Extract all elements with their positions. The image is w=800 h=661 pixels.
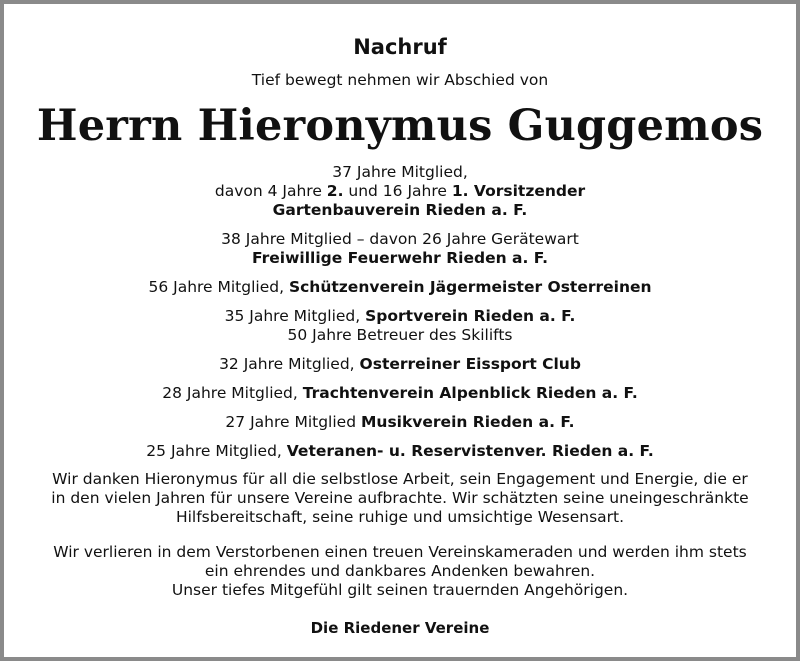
paragraph-line: Hilfsbereitschaft, seine ruhige und umsichtige Wesensart. xyxy=(175,508,625,526)
membership-text: davon 4 Jahre xyxy=(214,182,327,200)
membership-line xyxy=(4,182,796,201)
membership-text: und 16 Jahre xyxy=(343,182,452,200)
membership-text: 25 Jahre Mitglied, xyxy=(146,442,287,460)
membership-schuetzenverein xyxy=(4,278,796,297)
notice-title: Nachruf xyxy=(353,35,447,59)
membership-veteranen xyxy=(4,442,796,461)
signature: Die Riedener Vereine xyxy=(310,619,490,637)
paragraph-line: ein ehrendes und dankbares Andenken bewahren. xyxy=(204,562,596,580)
membership-line: 38 Jahre Mitglied – davon 26 Jahre Gerätewart xyxy=(221,230,579,248)
membership-line xyxy=(4,307,796,326)
membership-trachtenverein xyxy=(4,384,796,403)
membership-line: 50 Jahre Betreuer des Skilifts xyxy=(287,326,513,344)
club-name: Trachtenverein Alpenblick Rieden a. F. xyxy=(302,384,638,402)
membership-feuerwehr xyxy=(4,230,796,268)
club-name: Sportverein Rieden a. F. xyxy=(365,307,576,325)
membership-gartenbauverein xyxy=(4,163,796,220)
membership-emphasis: 1. Vorsitzender xyxy=(451,182,586,200)
club-name: Freiwillige Feuerwehr Rieden a. F. xyxy=(252,249,548,267)
membership-text: 56 Jahre Mitglied, xyxy=(148,278,289,296)
club-name: Gartenbauverein Rieden a. F. xyxy=(272,201,528,219)
paragraph-line: Wir verlieren in dem Verstorbenen einen treuen Vereinskameraden und werden ihm stets xyxy=(53,543,747,561)
club-name: Veteranen- u. Reservistenver. Rieden a. F. xyxy=(286,442,654,460)
deceased-name: Herrn Hieronymus Guggemos xyxy=(36,101,764,151)
intro-line: Tief bewegt nehmen wir Abschied von xyxy=(251,71,549,89)
club-name: Musikverein Rieden a. F. xyxy=(360,413,575,431)
membership-text: 32 Jahre Mitglied, xyxy=(219,355,360,373)
thanks-paragraph xyxy=(24,470,776,527)
membership-emphasis: 2. xyxy=(326,182,344,200)
membership-text: 28 Jahre Mitglied, xyxy=(162,384,303,402)
condolence-paragraph xyxy=(24,543,776,600)
membership-line: 37 Jahre Mitglied, xyxy=(332,163,468,181)
membership-sportverein xyxy=(4,307,796,345)
paragraph-line: Unser tiefes Mitgefühl gilt seinen trauernden Angehörigen. xyxy=(171,581,629,599)
club-name: Osterreiner Eissport Club xyxy=(359,355,581,373)
membership-text: 35 Jahre Mitglied, xyxy=(224,307,366,325)
membership-text: 27 Jahre Mitglied xyxy=(225,413,361,431)
membership-musikverein xyxy=(4,413,796,432)
paragraph-line: Wir danken Hieronymus für all die selbstlose Arbeit, sein Engagement und Energie, die er xyxy=(52,470,748,488)
paragraph-line: in den vielen Jahren für unsere Vereine aufbrachte. Wir schätzten seine uneingeschränkte xyxy=(51,489,749,507)
club-name: Schützenverein Jägermeister Osterreinen xyxy=(288,278,652,296)
membership-eissport xyxy=(4,355,796,374)
